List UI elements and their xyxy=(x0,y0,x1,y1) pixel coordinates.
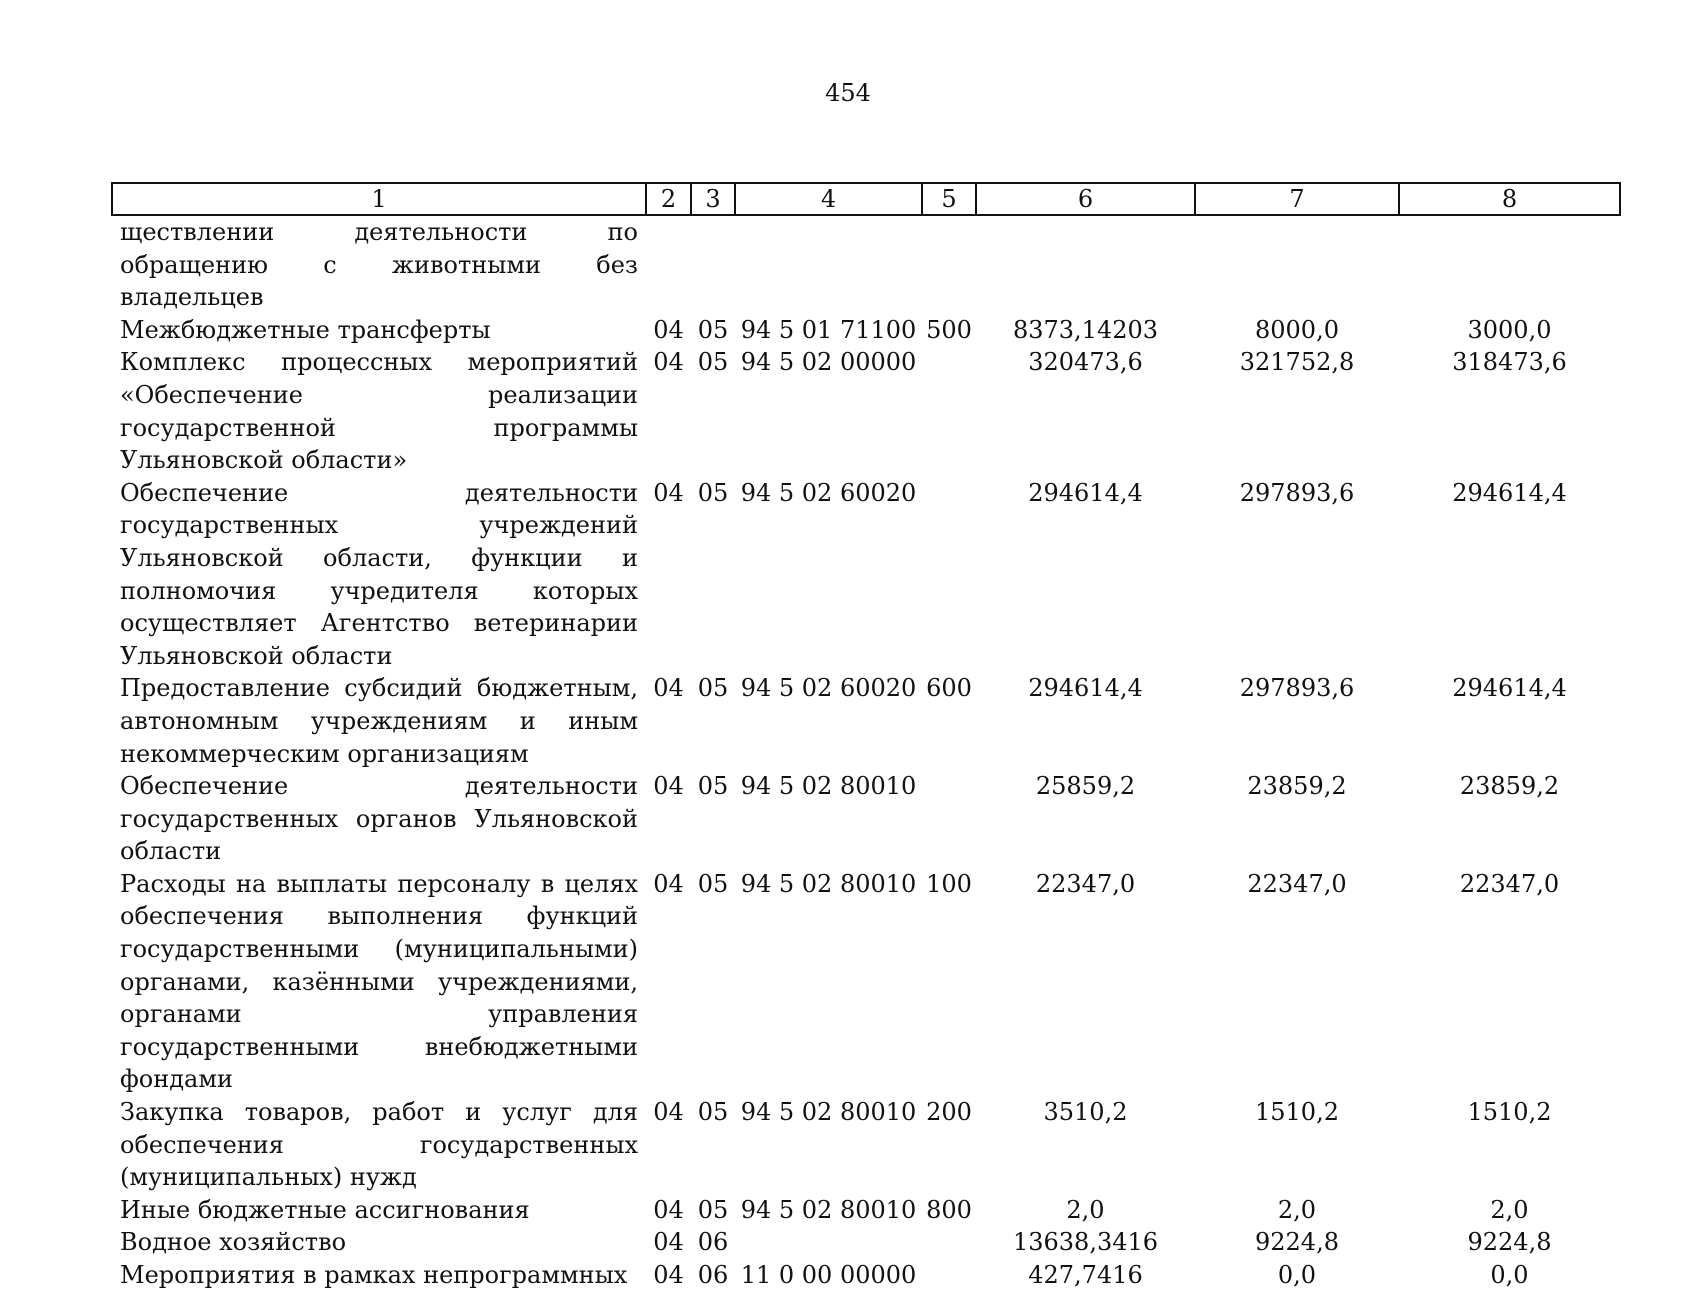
row-expense-type-code: 200 xyxy=(926,1098,972,1127)
column-header-2: 2 xyxy=(646,183,691,215)
row-amount-col8 xyxy=(1399,215,1620,314)
row-expense-type-code: 600 xyxy=(926,674,972,703)
table-row xyxy=(112,770,1620,868)
row-amount-col6: 2,0 xyxy=(1066,1195,1105,1224)
row-section-code: 04 xyxy=(653,1261,684,1289)
row-section-code: 04 xyxy=(653,674,684,703)
row-amount-col6: 427,7416 xyxy=(1028,1261,1143,1289)
row-expense-type-code: 800 xyxy=(926,1195,972,1224)
row-name: Межбюджетные трансферты xyxy=(120,315,491,344)
table-row xyxy=(112,1226,1620,1259)
row-amount-col8: 1510,2 xyxy=(1467,1098,1552,1127)
row-section-code: 04 xyxy=(653,348,684,377)
row-name: Предоставление субсидий бюджетным, автономным учреждениям и иным некоммерческим организациям xyxy=(120,674,638,768)
row-subsection-code: 05 xyxy=(697,1098,729,1127)
column-header-1: 1 xyxy=(112,183,646,215)
row-expense-type-code xyxy=(922,215,976,314)
row-amount-col6: 13638,3416 xyxy=(1012,1228,1159,1257)
row-amount-col6: 294614,4 xyxy=(1028,674,1143,703)
column-header-3: 3 xyxy=(691,183,735,215)
row-name: Комплекс процессных мероприятий «Обеспечение реализации государственной программы Ульяновской области» xyxy=(120,348,638,475)
column-header-4: 4 xyxy=(735,183,922,215)
row-expense-type-code: 100 xyxy=(926,869,972,898)
table-row xyxy=(112,215,1620,314)
row-amount-col8: 318473,6 xyxy=(1452,348,1567,377)
row-section-code: 04 xyxy=(653,1228,684,1257)
table-row xyxy=(112,1096,1620,1194)
row-amount-col8: 9224,8 xyxy=(1467,1228,1552,1257)
row-section-code: 04 xyxy=(653,1098,684,1127)
row-amount-col8: 2,0 xyxy=(1490,1195,1529,1224)
row-expense-type-code: 500 xyxy=(926,315,972,344)
table-header-row xyxy=(112,183,1620,215)
row-amount-col8: 3000,0 xyxy=(1467,315,1552,344)
row-name: Иные бюджетные ассигнования xyxy=(120,1195,530,1224)
column-header-8: 8 xyxy=(1399,183,1620,215)
column-header-7: 7 xyxy=(1195,183,1399,215)
row-amount-col7: 297893,6 xyxy=(1239,478,1355,507)
row-amount-col7: 1510,2 xyxy=(1255,1098,1339,1127)
row-target-item-code xyxy=(735,215,922,314)
row-expense-type-code xyxy=(922,346,976,476)
row-name: Закупка товаров, работ и услуг для обеспечения государственных (муниципальных) нужд xyxy=(120,1098,638,1192)
row-expense-type-code xyxy=(922,477,976,673)
row-amount-col6: 25859,2 xyxy=(1035,772,1136,801)
row-name: Обеспечение деятельности государственных органов Ульяновской области xyxy=(120,772,638,866)
row-section-code: 04 xyxy=(653,478,684,507)
row-expense-type-code xyxy=(922,1259,976,1292)
row-subsection-code: 05 xyxy=(697,869,729,898)
row-target-item-code: 11 0 00 00000 xyxy=(740,1261,917,1289)
row-target-item-code: 94 5 01 71100 xyxy=(740,315,917,344)
row-amount-col6: 8373,14203 xyxy=(1012,315,1159,344)
row-target-item-code: 94 5 02 80010 xyxy=(740,772,917,801)
row-amount-col7: 321752,8 xyxy=(1239,348,1355,377)
row-amount-col6: 22347,0 xyxy=(1035,869,1136,898)
row-name: Мероприятия в рамках непрограммных xyxy=(120,1261,628,1289)
table-body xyxy=(112,215,1620,1292)
row-name: Водное хозяйство xyxy=(120,1228,347,1257)
row-subsection-code: 05 xyxy=(697,674,729,703)
row-section-code: 04 xyxy=(653,869,684,898)
row-amount-col8: 23859,2 xyxy=(1459,772,1560,801)
row-amount-col6: 3510,2 xyxy=(1043,1098,1128,1127)
table-row xyxy=(112,1259,1620,1292)
row-amount-col7 xyxy=(1195,215,1399,314)
row-section-code: 04 xyxy=(653,315,684,344)
row-amount-col7: 23859,2 xyxy=(1247,772,1347,801)
row-amount-col7: 297893,6 xyxy=(1239,674,1355,703)
table-row xyxy=(112,314,1620,347)
row-amount-col7: 22347,0 xyxy=(1247,869,1347,898)
row-amount-col7: 0,0 xyxy=(1277,1261,1317,1289)
column-header-5: 5 xyxy=(922,183,976,215)
row-name: ществлении деятельности по обращению с животными без владельцев xyxy=(120,218,638,312)
row-amount-col6: 294614,4 xyxy=(1028,478,1143,507)
row-subsection-code: 05 xyxy=(697,315,729,344)
row-name: Обеспечение деятельности государственных учреждений Ульяновской области, функции и полномочия учредителя которых осуществляет Агентство ветеринарии Ульяновской области xyxy=(120,478,638,670)
row-section-code xyxy=(646,215,691,314)
row-subsection-code: 05 xyxy=(697,1195,729,1224)
row-amount-col8: 294614,4 xyxy=(1452,674,1567,703)
row-amount-col7: 9224,8 xyxy=(1255,1228,1339,1257)
row-subsection-code xyxy=(691,215,735,314)
page-number: 454 xyxy=(825,79,871,107)
row-subsection-code: 06 xyxy=(697,1261,729,1289)
row-target-item-code: 94 5 02 60020 xyxy=(740,478,917,507)
table-row xyxy=(112,672,1620,770)
row-expense-type-code xyxy=(922,1226,976,1259)
row-amount-col6 xyxy=(976,215,1195,314)
row-section-code: 04 xyxy=(653,1195,684,1224)
row-amount-col7: 2,0 xyxy=(1277,1195,1317,1224)
table-row xyxy=(112,868,1620,1096)
row-name: Расходы на выплаты персоналу в целях обеспечения выполнения функций государственными (муниципальными) органами, казёнными учреждениями, органами управления государственными внебюджетными фондами xyxy=(120,869,638,1094)
row-target-item-code: 94 5 02 80010 xyxy=(740,1195,917,1224)
row-target-item-code: 94 5 02 80010 xyxy=(740,1098,917,1127)
row-amount-col8: 22347,0 xyxy=(1459,869,1560,898)
table-row xyxy=(112,346,1620,476)
row-target-item-code xyxy=(735,1226,922,1259)
column-header-6: 6 xyxy=(976,183,1195,215)
row-expense-type-code xyxy=(922,770,976,868)
row-amount-col8: 294614,4 xyxy=(1452,478,1567,507)
row-amount-col6: 320473,6 xyxy=(1028,348,1143,377)
table-row xyxy=(112,477,1620,673)
row-target-item-code: 94 5 02 80010 xyxy=(740,869,917,898)
budget-table xyxy=(111,182,1621,1292)
row-target-item-code: 94 5 02 00000 xyxy=(740,348,917,377)
row-target-item-code: 94 5 02 60020 xyxy=(740,674,917,703)
row-section-code: 04 xyxy=(653,772,684,801)
row-subsection-code: 05 xyxy=(697,348,729,377)
row-subsection-code: 05 xyxy=(697,478,729,507)
row-amount-col7: 8000,0 xyxy=(1255,315,1339,344)
row-subsection-code: 05 xyxy=(697,772,729,801)
row-amount-col8: 0,0 xyxy=(1490,1261,1529,1289)
table-row xyxy=(112,1194,1620,1227)
row-subsection-code: 06 xyxy=(697,1228,729,1257)
